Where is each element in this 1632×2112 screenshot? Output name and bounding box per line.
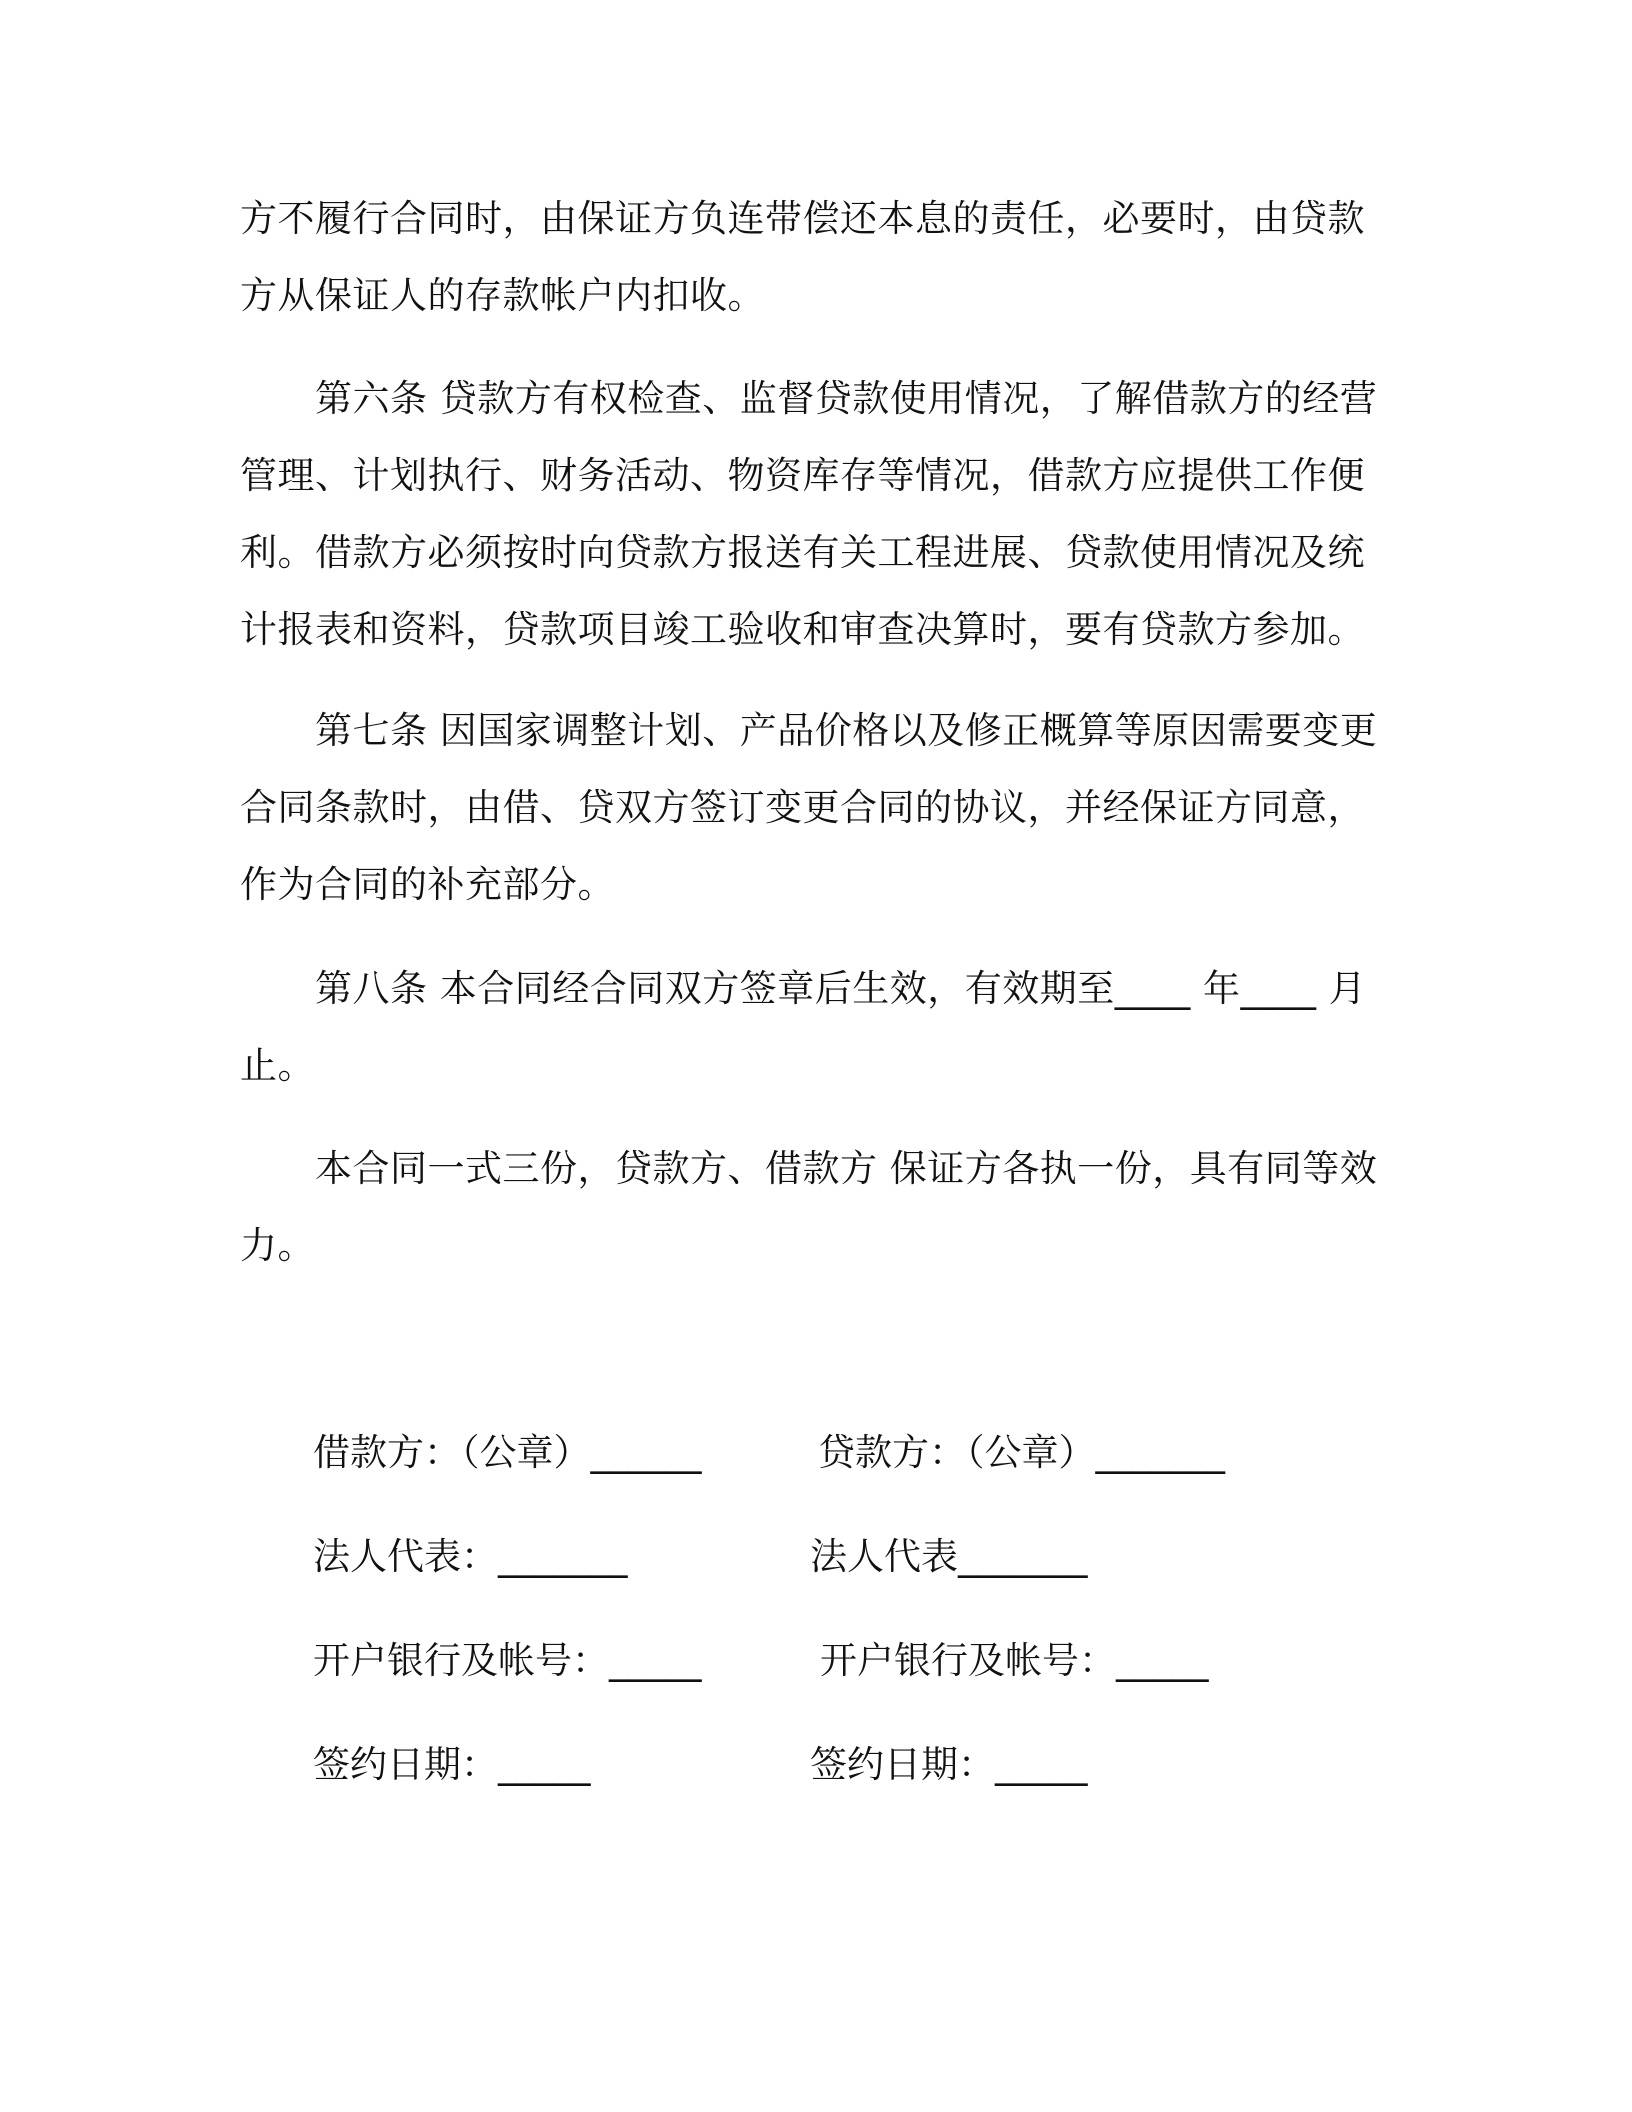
- paragraph-line: 本合同一式三份，贷款方、借款方 保证方各执一份，具有同等效: [315, 1147, 1378, 1190]
- borrower-bank-account-field: 开户银行及帐号：_____: [313, 1639, 702, 1682]
- paragraph-line: 第八条 本合同经合同双方签章后生效，有效期至____ 年____ 月: [315, 967, 1367, 1010]
- paragraph-line: 利。借款方必须按时向贷款方报送有关工程进展、贷款使用情况及统: [240, 531, 1365, 574]
- paragraph-article-8: [240, 950, 1390, 1104]
- paragraph-line: 方从保证人的存款帐户内扣收。: [240, 274, 765, 317]
- paragraph-copies: [240, 1130, 1390, 1284]
- paragraph-line: 合同条款时，由借、贷双方签订变更合同的协议，并经保证方同意，: [240, 786, 1365, 829]
- paragraph-continuation: [240, 180, 1390, 334]
- paragraph-line: 止。: [240, 1044, 315, 1087]
- lender-bank-account-field: 开户银行及帐号：_____: [820, 1639, 1209, 1682]
- lender-seal-field: 贷款方：（公章）_______: [818, 1431, 1225, 1474]
- paragraph-line: 计报表和资料，贷款项目竣工验收和审查决算时，要有贷款方参加。: [240, 608, 1365, 651]
- borrower-seal-field: 借款方：（公章）______: [313, 1431, 702, 1474]
- lender-legal-rep-field: 法人代表_______: [810, 1535, 1088, 1578]
- lender-sign-date-field: 签约日期：_____: [810, 1743, 1088, 1786]
- paragraph-line: 作为合同的补充部分。: [240, 863, 615, 906]
- borrower-legal-rep-field: 法人代表：_______: [313, 1535, 628, 1578]
- paragraph-line: 方不履行合同时，由保证方负连带偿还本息的责任，必要时，由贷款: [240, 197, 1365, 240]
- paragraph-line: 第六条 贷款方有权检查、监督贷款使用情况，了解借款方的经营: [315, 377, 1378, 420]
- paragraph-article-7: [240, 692, 1390, 923]
- paragraph-line: 管理、计划执行、财务活动、物资库存等情况，借款方应提供工作便: [240, 454, 1365, 497]
- borrower-sign-date-field: 签约日期：_____: [313, 1743, 591, 1786]
- paragraph-line: 力。: [240, 1224, 315, 1267]
- paragraph-article-6: [240, 360, 1390, 668]
- paragraph-line: 第七条 因国家调整计划、产品价格以及修正概算等原因需要变更: [315, 709, 1378, 752]
